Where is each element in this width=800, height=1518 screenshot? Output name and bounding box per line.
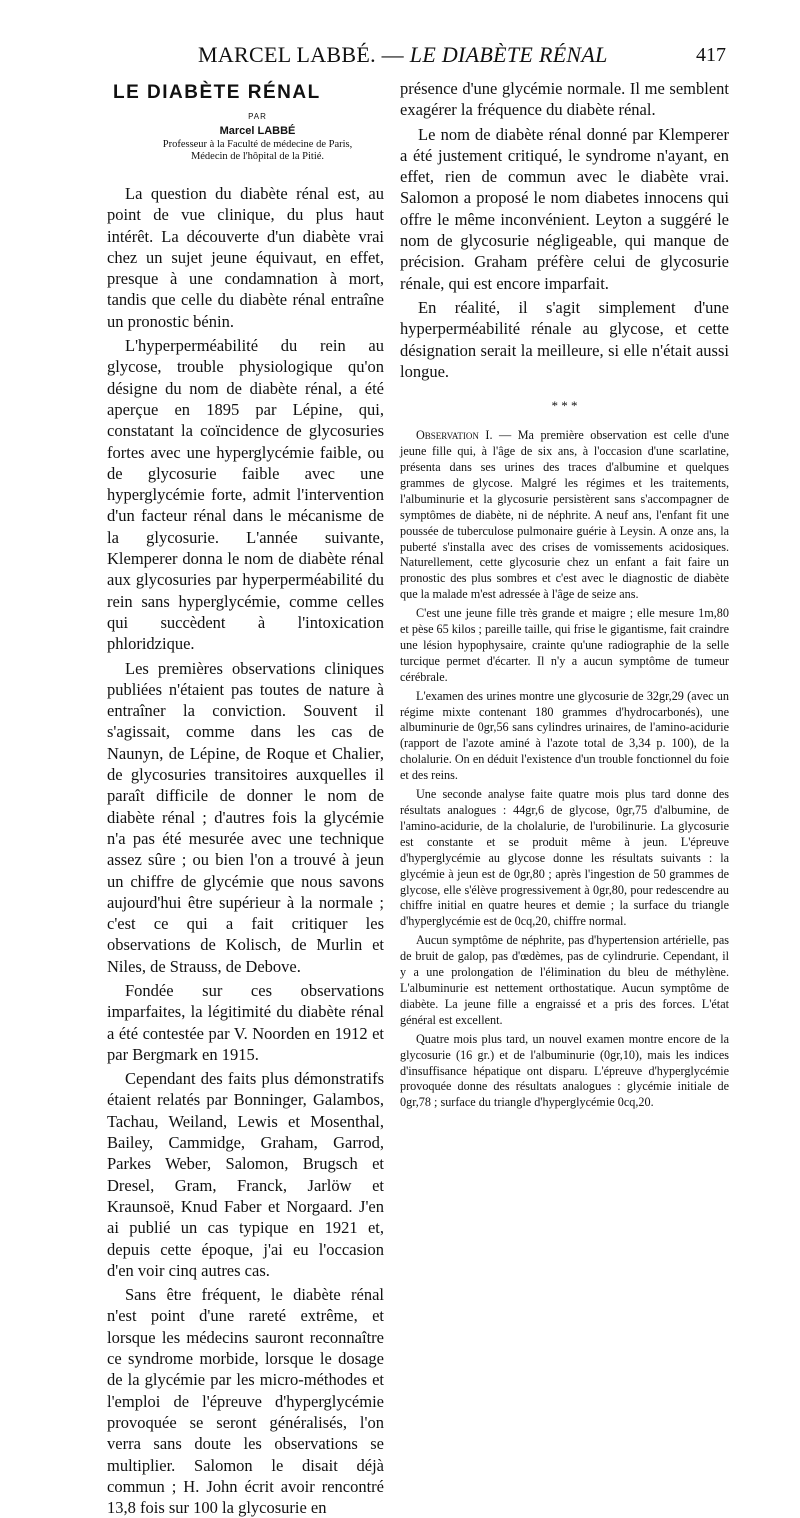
running-title-subject: LE DIABÈTE RÉNAL [409, 42, 608, 67]
left-body [107, 183, 384, 1518]
observation-paragraph: Quatre mois plus tard, un nouvel examen montre encore de la glycosurie (16 gr.) et de l'albuminurie (0gr,10), mais les indices d'insuffisance hépatique ont disparu. L'épreuve d'hyperglycémie provoquée donne des résultats analogues : glycémie initiale de 0gr,78 ; surface du triangle d'hyperglycémie 0cq,20. [400, 1031, 729, 1110]
observation-paragraph: Aucun symptôme de néphrite, pas d'hypertension artérielle, pas de bruit de galop, pas d'œdèmes, pas de cylindrurie. Cependant, il y a une prolongation de l'élimination du bleu de méthylène. L'albuminurie est nettement orthostatique. Aucun symptôme de diabète. La jeune fille a engraissé et a pris des forces. L'état général est excellent. [400, 933, 729, 1027]
observation-paragraph [400, 428, 729, 603]
paragraph: présence d'une glycémie normale. Il me semblent exagérer la fréquence du diabète rénal. [400, 79, 729, 120]
article-byline-par: PAR [248, 112, 267, 121]
affiliation-line: Médecin de l'hôpital de la Pitié. [190, 151, 325, 162]
section-separator: * * * [551, 398, 578, 414]
running-head [0, 40, 800, 74]
observation-block [400, 428, 729, 1111]
article-title: LE DIABÈTE RÉNAL [113, 82, 321, 103]
affiliation-line: Professeur à la Faculté de médecine de Paris, [162, 139, 353, 150]
paragraph: La question du diabète rénal est, au point de vue clinique, du plus haut intérêt. La découverte d'un diabète vrai chez un sujet jeune équivaut, en effet, presque à une condamnation à mort, tandis que celle du diabète rénal entraîne un pronostic bénin. [107, 184, 384, 331]
left-column [107, 78, 384, 1518]
observation-paragraph: C'est une jeune fille très grande et maigre ; elle mesure 1m,80 et pèse 65 kilos ; pareille taille, qui frise le gigantisme, fait craindre une lésion hypophysaire, crainte qu'une radiographie de la selle turcique permet d'écarter. Il n'y a aucun symptôme de tumeur cérébrale. [400, 606, 729, 684]
right-body [400, 78, 729, 382]
paragraph: Fondée sur ces observations imparfaites, la légitimité du diabète rénal a été contestée par V. Noorden en 1912 et par Bergmark en 1915. [107, 980, 384, 1064]
right-column [400, 78, 729, 1111]
paragraph: Sans être fréquent, le diabète rénal n'est point d'une rareté extrême, et lorsque les médecins sauront reconnaître ce syndrome morbide, lorsque le dosage de la glycémie par les micro-méthodes et l'emploi de l'épreuve d'hyperglycémie provoquée se seront généralisés, l'on verra sans doute les observations se multiplier. Salomon le disait déjà commun ; H. John écrit avoir rencontré 13,8 fois sur 100 la glycosurie en [107, 1285, 384, 1518]
article-author: Marcel LABBÉ [219, 125, 296, 137]
running-title [198, 42, 608, 68]
article-affiliation [107, 139, 384, 163]
observation-label: Observation I. [416, 428, 493, 443]
observation-paragraph: Une seconde analyse faite quatre mois plus tard donne des résultats analogues : 44gr,6 de glycose, 0gr,75 d'albumine, de l'amino-acidurie, de la cholalurie, de l'urobilinurie. La glycosurie est constante et se produit même à jeun. L'épreuve d'hyperglycémie au glycose donne les résultats suivants : la glycémie à jeun est de 0gr,80 ; après l'ingestion de 50 grammes de glycose, elle s'élève progressivement à 0gr,80, pour redescendre au chiffre initial en quatre heures et demie ; la surface du triangle d'hyperglycémie est de 0cq,20, chiffre normal. [400, 787, 729, 929]
observation-text: — Ma première observation est celle d'une jeune fille qui, à l'âge de six ans, à l'occasion d'une scarlatine, présenta dans ses urines des traces d'albumine et quelques grammes de glycose. Malgré les régimes et les traitements, l'albuminurie et la glycosurie persistèrent sans s'accompagner de symptômes de diabète, ni de néphrite. A neuf ans, l'enfant fit une poussée de tuberculose pulmonaire guérie à Leysin. A onze ans, la puberté s'installa avec des crises de vomissements acidosiques. Naturellement, cette glycosurie chez un enfant a fait faire un pronostic des plus sombres et c'est avec le diagnostic de diabète que la malade m'est adressée à l'âge de seize ans. [400, 428, 730, 602]
paragraph: L'hyperperméabilité du rein au glycose, trouble physiologique qu'on désigne du nom de diabète rénal, a été aperçue en 1895 par Lépine, qui, constatant la coïncidence de glycosuries fortes avec une hyperglycémie faible, ou de glycosurie faible avec une hyperglycémie forte, admit l'intervention d'un facteur rénal dans le mécanisme de la glycosurie. L'année suivante, Klemperer donna le nom de diabète rénal aux glycosuries par hyperperméabilité du rein sans hyperglycémie, comme celles qui succèdent à l'intoxication phloridzique. [107, 336, 384, 654]
paragraph: Les premières observations cliniques publiées n'étaient pas toutes de nature à entraîner la conviction. Souvent il s'agissait, comme dans les cas de Naunyn, de Lépine, de Roque et Chalier, de glycosuries transitoires auxquelles il paraît difficile de donner le nom de diabète rénal ; d'autres fois la glycémie n'a pas été mesurée avec une technique assez sûre ; ou bien l'on a trouvé à jeun un chiffre de glycémie que nous savons aujourd'hui être supérieur à la normale ; c'est ce qui a fait critiquer les observations de Kolisch, de Murlin et Niles, de Strauss, de Debove. [107, 658, 384, 976]
paragraph: Cependant des faits plus démonstratifs étaient relatés par Bonninger, Galambos, Tachau, Weiland, Lewis et Mosenthal, Bailey, Cammidge, Graham, Garrod, Parkes Weber, Salomon, Brugsch et Dresel, Gram, Franck, Jarlöw et Kraunsoë, Knud Faber et Norgaard. J'en ai publié un cas typique en 1921 et, depuis cette époque, j'ai eu l'occasion d'en voir cinq autres cas. [107, 1069, 384, 1280]
observation-paragraph: L'examen des urines montre une glycosurie de 32gr,29 (avec un régime mixte contenant 180 grammes d'hydrocarbonés), une albuminurie de 0gr,56 sans cylindres urinaires, de l'amino-acidurie (rapport de l'azote aminé à l'azote total de 3,34 p. 100), de la cholalurie. On en déduit l'existence d'un trouble fonctionnel du foie et des reins. [400, 688, 729, 783]
running-title-author: MARCEL LABBÉ. — [198, 42, 410, 67]
paragraph: Le nom de diabète rénal donné par Klemperer a été justement critiqué, le syndrome n'ayant, en effet, rien de commun avec le diabète vrai. Salomon a proposé le nom diabetes innocens qui offre le même inconvénient. Leyton a suggéré le nom de glycosurie négligeable, qui manque de précision. Graham préfère celui de glycosurie rénale, qui est encore imparfait. [400, 124, 729, 293]
paragraph: En réalité, il s'agit simplement d'une hyperperméabilité rénale au glycose, et cette désignation serait la meilleure, si elle n'était aussi longue. [400, 297, 729, 381]
page-number: 417 [696, 44, 726, 66]
